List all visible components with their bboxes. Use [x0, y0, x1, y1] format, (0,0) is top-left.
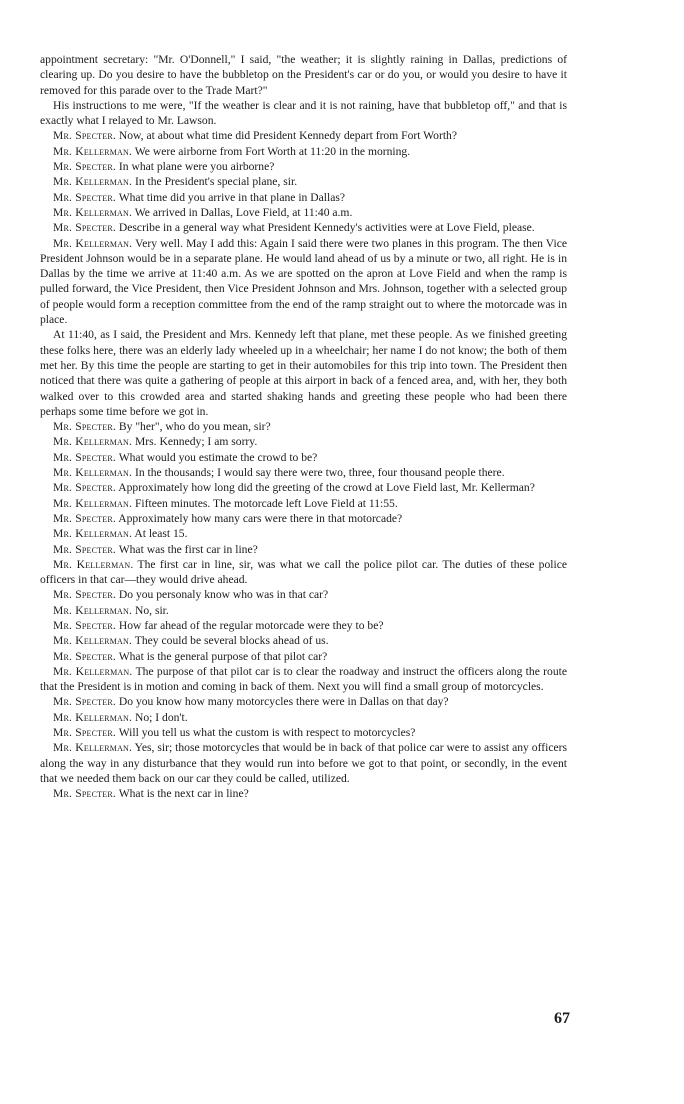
paragraph-text: What is the next car in line?	[118, 787, 249, 801]
paragraph-text: Will you tell us what the custom is with respect to motorcycles?	[118, 726, 416, 740]
transcript-paragraph	[40, 511, 567, 526]
speaker-label: Mr. Specter.	[53, 618, 116, 632]
speaker-label: Mr. Kellerman.	[53, 496, 133, 510]
paragraph-text: His instructions to me were, "If the weather is clear and it is not raining, have that bubbletop off," and that is exactly what I relayed to Mr. Lawson.	[40, 98, 567, 128]
transcript-paragraph	[40, 587, 567, 602]
transcript-paragraph	[40, 144, 567, 159]
transcript-paragraph	[40, 542, 567, 557]
speaker-label: Mr. Kellerman.	[53, 557, 134, 571]
paragraph-text: In the thousands; I would say there were two, three, four thousand people there.	[134, 466, 505, 480]
transcript-paragraph	[40, 327, 567, 419]
transcript-paragraph	[40, 190, 567, 205]
transcript-paragraph	[40, 603, 567, 618]
paragraph-text: No; I don't.	[134, 710, 188, 724]
speaker-label: Mr. Kellerman.	[53, 435, 133, 449]
paragraph-text: Fifteen minutes. The motorcade left Love Field at 11:55.	[134, 496, 398, 510]
paragraph-text: Approximately how many cars were there in that motorcade?	[118, 511, 403, 525]
transcript-paragraph	[40, 434, 567, 449]
speaker-label: Mr. Specter.	[53, 787, 116, 801]
transcript-paragraph	[40, 450, 567, 465]
speaker-label: Mr. Kellerman.	[53, 741, 133, 755]
paragraph-text: How far ahead of the regular motorcade were they to be?	[118, 618, 384, 632]
transcript-paragraph	[40, 694, 567, 709]
page-number: 67	[554, 1010, 570, 1027]
speaker-label: Mr. Specter.	[53, 160, 116, 174]
paragraph-text: The purpose of that pilot car is to clear the roadway and instruct the officers along the route that the President is in motion and coming in back of them. Next you will find a small group of motorcycles.	[40, 664, 567, 694]
transcript-paragraph	[40, 98, 567, 129]
speaker-label: Mr. Specter.	[53, 420, 116, 434]
paragraph-text: appointment secretary: "Mr. O'Donnell," I said, "the weather; it is slightly raining in Dallas, predictions of clearing up. Do you desire to have the bubbletop on the President's car or do you, or would you desire to have it removed for this parade over to the Trade Mart?"	[40, 53, 567, 97]
paragraph-text: Mrs. Kennedy; I am sorry.	[134, 435, 258, 449]
speaker-label: Mr. Specter.	[53, 695, 116, 709]
speaker-label: Mr. Specter.	[53, 542, 116, 556]
transcript-paragraph	[40, 710, 567, 725]
speaker-label: Mr. Specter.	[53, 511, 116, 525]
paragraph-text: What time did you arrive in that plane in Dallas?	[118, 190, 346, 204]
speaker-label: Mr. Specter.	[53, 190, 116, 204]
paragraph-text: In what plane were you airborne?	[118, 160, 275, 174]
speaker-label: Mr. Specter.	[53, 450, 116, 464]
transcript-paragraph	[40, 159, 567, 174]
paragraph-text: Very well. May I add this: Again I said there were two planes in this program. The then Vice President Johnson would be in a separate plane. He would land ahead of us by a minute or two, all right. He is in Dallas by the time we arrive at 11:40 a.m. As we are spotted on the apron at Love Field and when the ramp is pulled forward, the Vice President, then Vice President Johnson and Mrs. Johnson, together with a selected group of people would form a reception committee from the end of the ramp straight out to where the motorcade was in place.	[40, 236, 567, 327]
paragraph-text: Describe in a general way what President Kennedy's activities were at Love Field, please.	[118, 221, 535, 235]
transcript-paragraph	[40, 557, 567, 588]
speaker-label: Mr. Kellerman.	[53, 466, 133, 480]
speaker-label: Mr. Kellerman.	[53, 710, 133, 724]
paragraph-text: What is the general purpose of that pilot car?	[118, 649, 328, 663]
paragraph-text: We arrived in Dallas, Love Field, at 11:40 a.m.	[134, 205, 353, 219]
transcript-paragraph	[40, 480, 567, 495]
paragraph-text: We were airborne from Fort Worth at 11:20 in the morning.	[134, 144, 411, 158]
speaker-label: Mr. Kellerman.	[53, 527, 133, 541]
paragraph-text: In the President's special plane, sir.	[134, 175, 298, 189]
paragraph-text: Do you know how many motorcycles there were in Dallas on that day?	[118, 695, 449, 709]
transcript-paragraph	[40, 236, 567, 328]
transcript-paragraph	[40, 174, 567, 189]
transcript-text	[40, 52, 567, 802]
speaker-label: Mr. Specter.	[53, 481, 116, 495]
paragraph-text: Yes, sir; those motorcycles that would be in back of that police car were to assist any officers along the way in any disturbance that they would run into before we got to that point, or secondly, in the event that we needed them back on our car they could be called, utilized.	[40, 741, 567, 785]
speaker-label: Mr. Kellerman.	[53, 205, 133, 219]
speaker-label: Mr. Kellerman.	[53, 603, 133, 617]
transcript-paragraph	[40, 220, 567, 235]
transcript-paragraph	[40, 725, 567, 740]
paragraph-text: Now, at about what time did President Kennedy depart from Fort Worth?	[118, 129, 457, 143]
speaker-label: Mr. Kellerman.	[53, 236, 133, 250]
transcript-paragraph	[40, 786, 567, 801]
transcript-paragraph	[40, 649, 567, 664]
paragraph-text: Do you personaly know who was in that car?	[118, 588, 329, 602]
transcript-paragraph	[40, 52, 567, 98]
paragraph-text: At 11:40, as I said, the President and Mrs. Kennedy left that plane, met these people. As we finished greeting these folks here, there was an elderly lady wheeled up in a wheelchair; her name I do not know; the both of them met her. By this time the people are starting to get in their automobiles for this trip into town. The President then noticed that there was quite a gathering of people at this airport in back of a fenced area, and, with her, they both walked over to this crowded area and started shaking hands and greeting these people who had been there perhaps some time before we got in.	[40, 328, 567, 418]
transcript-paragraph	[40, 526, 567, 541]
speaker-label: Mr. Specter.	[53, 726, 116, 740]
paragraph-text: They could be several blocks ahead of us.	[134, 634, 329, 648]
speaker-label: Mr. Kellerman.	[53, 175, 133, 189]
transcript-paragraph	[40, 205, 567, 220]
speaker-label: Mr. Kellerman.	[53, 144, 133, 158]
paragraph-text: By "her", who do you mean, sir?	[118, 420, 271, 434]
transcript-paragraph	[40, 633, 567, 648]
transcript-paragraph	[40, 465, 567, 480]
speaker-label: Mr. Kellerman.	[53, 664, 133, 678]
transcript-paragraph	[40, 496, 567, 511]
transcript-paragraph	[40, 419, 567, 434]
paragraph-text: What was the first car in line?	[118, 542, 258, 556]
speaker-label: Mr. Kellerman.	[53, 634, 133, 648]
speaker-label: Mr. Specter.	[53, 649, 116, 663]
paragraph-text: No, sir.	[134, 603, 169, 617]
speaker-label: Mr. Specter.	[53, 588, 116, 602]
transcript-paragraph	[40, 128, 567, 143]
transcript-paragraph	[40, 664, 567, 695]
transcript-paragraph	[40, 618, 567, 633]
transcript-paragraph	[40, 740, 567, 786]
paragraph-text: Approximately how long did the greeting of the crowd at Love Field last, Mr. Kellerman?	[118, 481, 535, 495]
paragraph-text: What would you estimate the crowd to be?	[118, 450, 318, 464]
speaker-label: Mr. Specter.	[53, 221, 116, 235]
paragraph-text: At least 15.	[134, 527, 188, 541]
paragraph-text: The first car in line, sir, was what we call the police pilot car. The duties of these police officers in that car—they would drive ahead.	[40, 557, 567, 587]
speaker-label: Mr. Specter.	[53, 129, 116, 143]
